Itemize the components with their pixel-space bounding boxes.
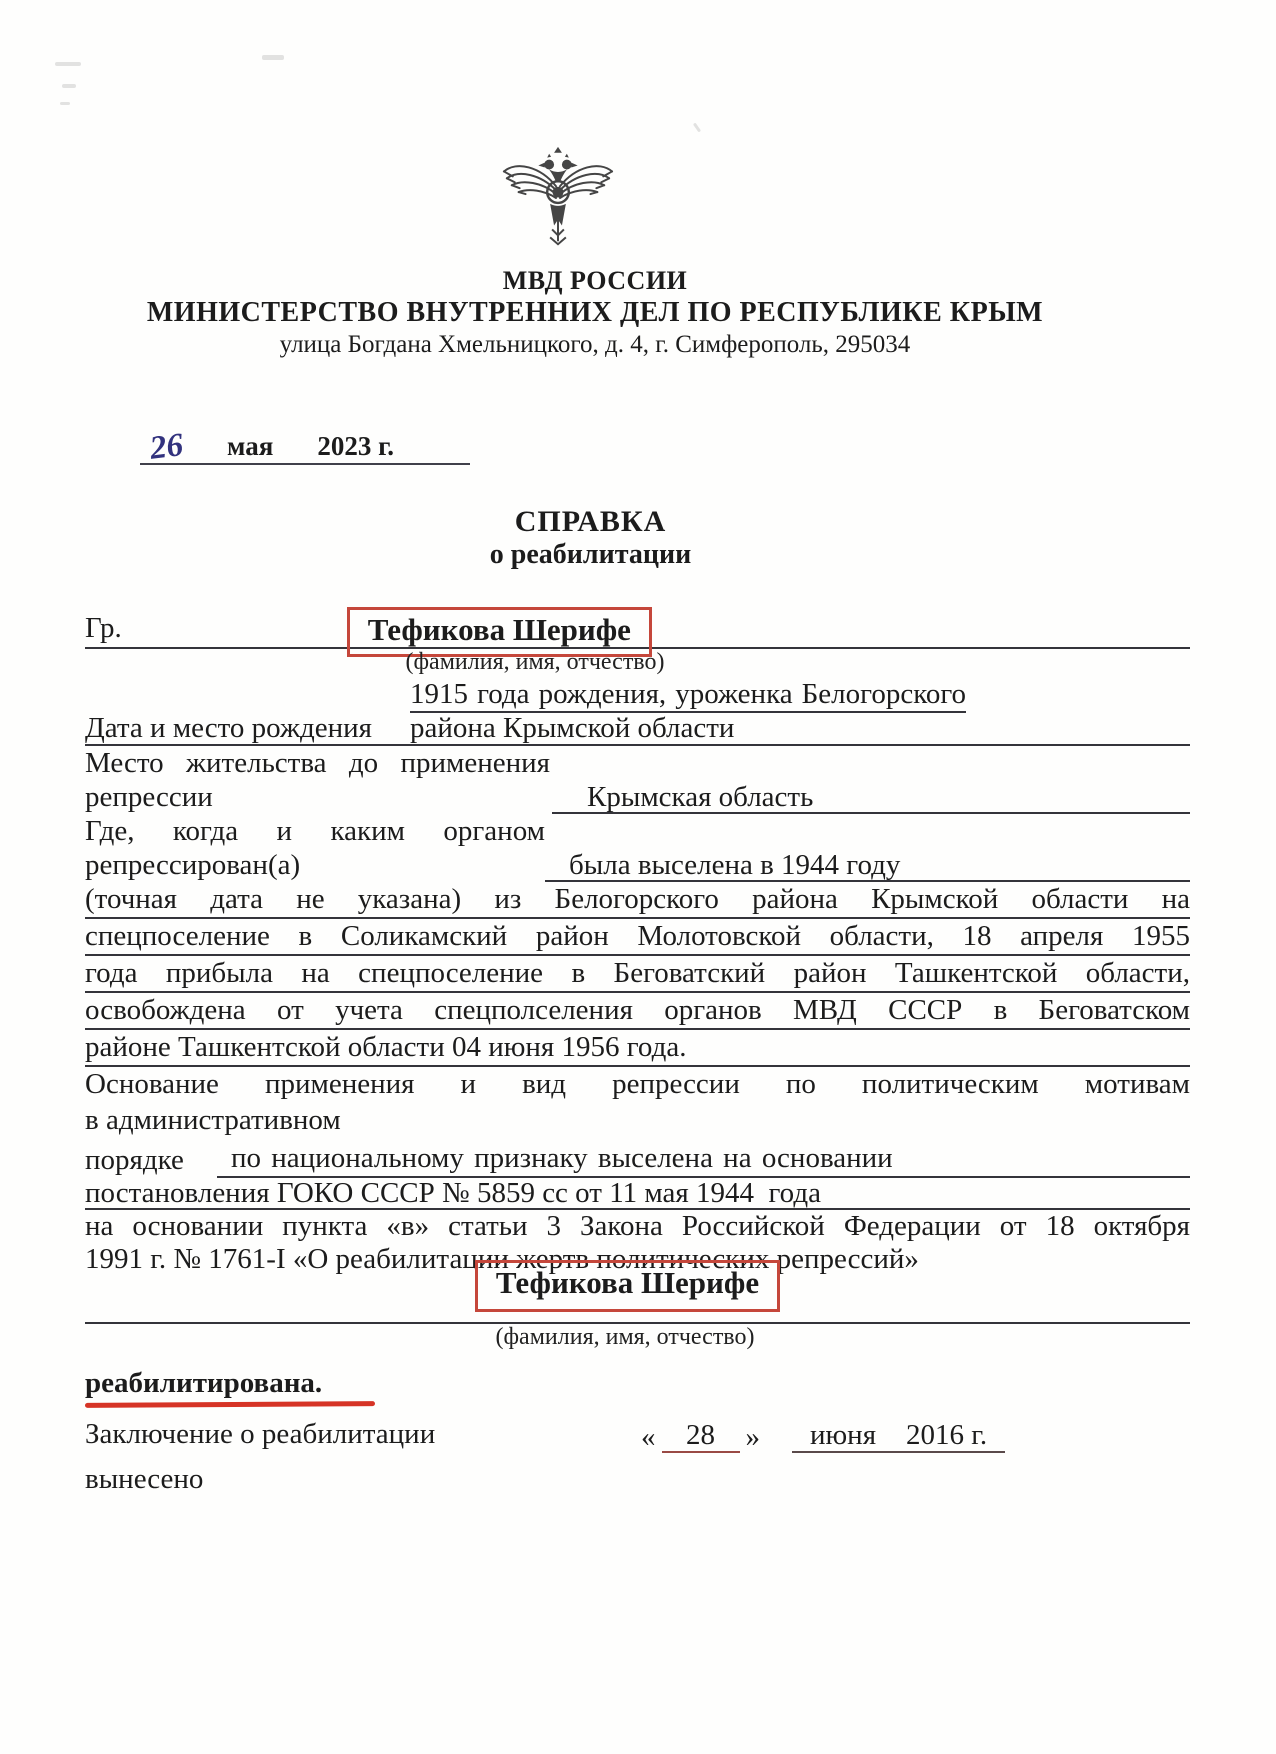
- legal-basis-line: на основании пункта «в» статьи 3 Закона Российской Федерации от 18 октября: [85, 1210, 1190, 1242]
- document-content: [85, 0, 1190, 1499]
- grounds-label-line2: в административном: [85, 1104, 341, 1136]
- repressed-label-line1: Где, когда и каким органом: [85, 815, 545, 847]
- repression-details-line: спецпоселение в Соликамский район Молотовской области, 18 апреля 1955: [85, 919, 1190, 956]
- conclusion-month-year: [792, 1419, 1005, 1453]
- conclusion-year: 2016 г.: [906, 1419, 988, 1451]
- repression-details-line: (точная дата не указана) из Белогорского района Крымской области на: [85, 882, 1190, 919]
- scan-artifact: [62, 84, 76, 88]
- red-hand-underline: [85, 1401, 375, 1408]
- repression-details-line: года прибыла на спецпоселение в Беговатский район Ташкентской области,: [85, 956, 1190, 993]
- emblem-container: [85, 146, 1030, 250]
- birth-value-line1: 1915 года рождения, уроженка Белогорского: [410, 676, 966, 713]
- repressed-value: была выселена в 1944 году: [545, 849, 1190, 882]
- legal-basis-line: 1991 г. № 1761-I «О реабилитации жертв политических репрессий»: [85, 1243, 919, 1275]
- repression-details-line: освобождена от учета спецполселения органов МВД СССР в Беговатском: [85, 993, 1190, 1030]
- issue-year: 2023 г.: [317, 431, 395, 461]
- citizen-name-row: [85, 595, 1190, 649]
- repression-details-line: районе Ташкентской области 04 июня 1956 года.: [85, 1030, 1190, 1067]
- open-quote: «: [641, 1421, 656, 1453]
- document-subtitle: о реабилитации: [489, 539, 692, 570]
- person-name-red-box-2: Тефикова Шерифе: [475, 1260, 780, 1312]
- residence-row2: [85, 781, 1190, 814]
- residence-label-line2: репрессии: [85, 781, 213, 813]
- residence-value: Крымская область: [552, 781, 1190, 814]
- grounds-row3: [85, 1138, 1190, 1178]
- birth-row: [85, 713, 1190, 746]
- org-name-short: МВД РОССИИ: [502, 266, 688, 295]
- grounds-value-line1: по национальному признаку выселена на основании: [217, 1140, 1190, 1178]
- rehabilitated-status: реабилитирована.: [85, 1367, 323, 1399]
- issue-month: мая: [227, 431, 274, 461]
- conclusion-day: 28: [662, 1419, 740, 1453]
- scan-artifact: [55, 62, 81, 66]
- conclusion-label: [85, 1417, 515, 1499]
- repressed-row2: [85, 849, 1190, 882]
- grounds-label-line1: Основание применения и вид репрессии по политическим мотивам: [85, 1068, 1190, 1100]
- close-quote: »: [745, 1421, 760, 1453]
- name-hint-2: (фамилия, имя, отчество): [495, 1324, 755, 1350]
- birth-value-line2: района Крымской области: [410, 712, 735, 744]
- org-address: улица Богдана Хмельницкого, д. 4, г. Симферополь, 295034: [279, 331, 911, 358]
- person-name-red-box: Тефикова Шерифе: [347, 607, 652, 657]
- citizen-salutation: Гр.: [85, 612, 122, 644]
- birth-label: Дата и место рождения: [85, 712, 372, 744]
- conclusion-label-line2: вынесено: [85, 1463, 204, 1495]
- conclusion-date: [635, 1419, 1005, 1453]
- conclusion-label-line1: Заключение о реабилитации: [85, 1418, 436, 1450]
- grounds-value-line2: постановления ГОКО СССР № 5859 сс от 11 мая 1944 года: [85, 1178, 1190, 1210]
- name-hint: (фамилия, имя, отчество): [405, 649, 665, 675]
- conclusion-month: июня: [810, 1419, 877, 1451]
- conclusion-row: [85, 1417, 1190, 1499]
- conclusion-name-row: [85, 1265, 1190, 1324]
- residence-label-line1: Место жительства до применения: [85, 747, 550, 779]
- issue-date-row: [140, 427, 470, 467]
- scan-artifact: [60, 102, 70, 105]
- issue-day-handwritten: 26: [147, 427, 186, 467]
- grounds-label-line3: порядке: [85, 1144, 184, 1176]
- document-title: СПРАВКА: [514, 505, 667, 538]
- mvd-double-headed-eagle-icon: [499, 146, 617, 250]
- repressed-label-line2: репрессирован(а): [85, 849, 301, 881]
- org-name-full: МИНИСТЕРСТВО ВНУТРЕННИХ ДЕЛ ПО РЕСПУБЛИКЕ КРЫМ: [146, 297, 1044, 328]
